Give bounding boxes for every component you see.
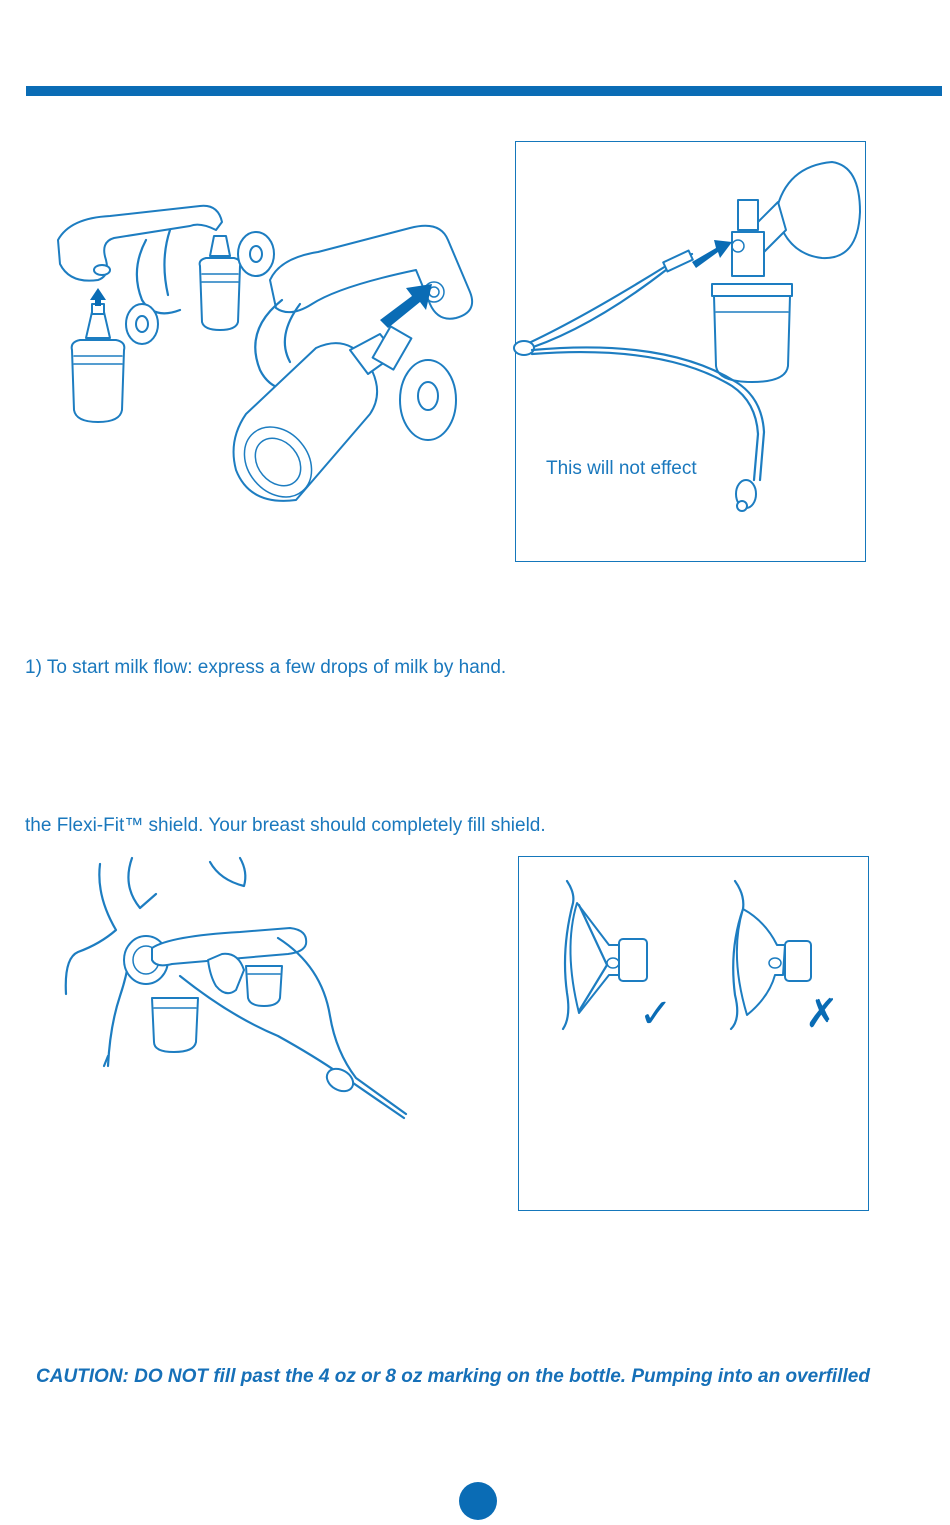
header-rule [26,86,942,96]
pumping-position-illustration [60,856,410,1116]
incorrect-mark: ✗ [805,992,839,1036]
page-number-dot [459,1482,497,1520]
shield-fit-figure-box [518,856,869,1211]
caution-text: CAUTION: DO NOT fill past the 4 oz or 8 oz marking on the bottle. Pumping into an overfilled [36,1366,870,1387]
pump-assembly-illustration [50,200,480,510]
tubing-caption: This will not effect [546,458,697,479]
tubing-figure-box [515,141,866,562]
correct-mark: ✓ [639,992,673,1036]
tubing-connection-illustration [516,142,867,563]
shield-fit-text: the Flexi-Fit™ shield. Your breast should completely fill shield. [25,815,546,836]
step-1-text: 1) To start milk flow: express a few drops of milk by hand. [25,657,507,678]
